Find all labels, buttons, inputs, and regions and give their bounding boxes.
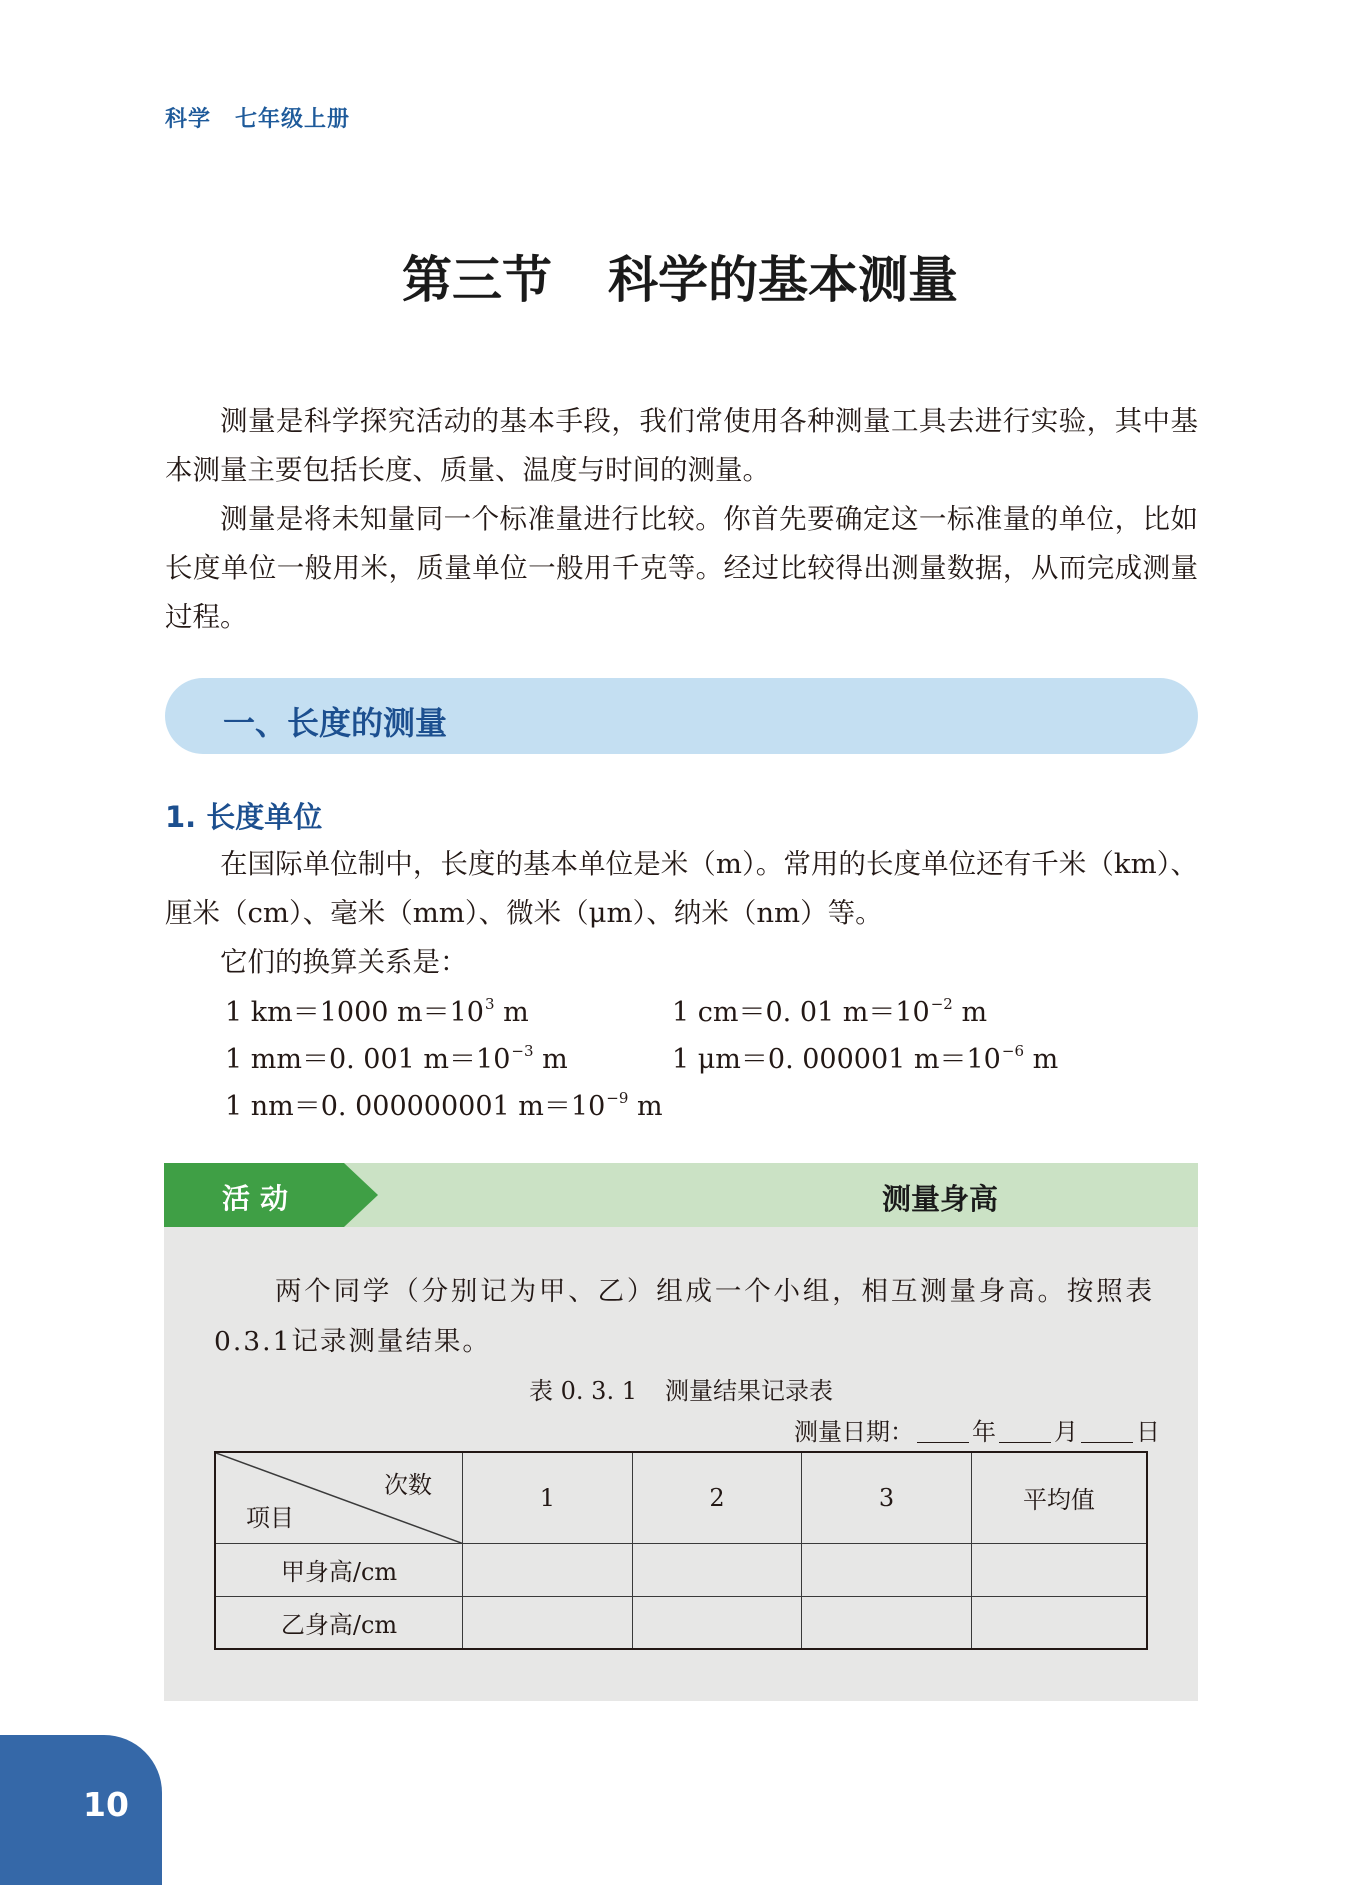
table-cell[interactable] xyxy=(463,1596,633,1649)
activity-tag xyxy=(164,1163,378,1227)
table-corner-cell xyxy=(215,1452,463,1543)
activity-tag-label: 活动 xyxy=(222,1182,299,1215)
formula-cm: 1 cm＝0. 01 $m=10^{-2}$ m xyxy=(672,995,988,1028)
day-blank xyxy=(1081,1423,1133,1443)
running-head-grade: 七年级上册 xyxy=(235,107,351,132)
section-heading: 一、长度的测量 xyxy=(223,704,448,742)
page-number: 10 xyxy=(83,1785,129,1824)
month-label: 月 xyxy=(1054,1418,1078,1446)
subsection-text xyxy=(165,840,1198,987)
table-cell[interactable] xyxy=(632,1596,802,1649)
corner-label-item: 项目 xyxy=(246,1503,294,1532)
row-label: 甲身高/cm xyxy=(215,1543,463,1596)
activity-header xyxy=(164,1163,1198,1227)
table-row xyxy=(215,1543,1147,1596)
formula-mm: 1 mm＝0. 001 $m=10^{-3}$ m xyxy=(225,1042,568,1075)
formula-km: 1 km＝1000 $m=10^3$ m xyxy=(225,995,529,1028)
intro-text xyxy=(165,397,1198,642)
intro-paragraph-2: 测量是将未知量同一个标准量进行比较。你首先要确定这一标准量的单位，比如长度单位一般用米，质量单位一般用千克等。经过比较得出测量数据，从而完成测量过程。 xyxy=(165,503,1198,633)
formula-nm: 1 nm＝0. 000000001 $m=10^{-9}$ m xyxy=(225,1089,663,1122)
table-number: 表 0. 3. 1 xyxy=(529,1377,637,1405)
year-blank xyxy=(917,1423,969,1443)
corner-label-count: 次数 xyxy=(384,1471,433,1499)
subsection-paragraph-1: 在国际单位制中，长度的基本单位是米（m）。常用的长度单位还有千米（km）、厘米（cm）、毫米（mm）、微米（μm）、纳米（nm）等。 xyxy=(165,848,1198,929)
measurement-date-line xyxy=(794,1412,1160,1447)
column-header: 2 xyxy=(632,1452,802,1543)
page-number-tab xyxy=(0,1735,162,1885)
subsection-heading: 1. 长度单位 xyxy=(165,800,323,834)
running-head-subject: 科学 xyxy=(165,107,212,132)
table-cell[interactable] xyxy=(802,1543,972,1596)
activity-paragraph: 两个同学（分别记为甲、乙）组成一个小组，相互测量身高。按照表0.3.1记录测量结果。 xyxy=(214,1276,1154,1357)
column-header: 1 xyxy=(463,1452,633,1543)
table-cell[interactable] xyxy=(632,1543,802,1596)
activity-title: 测量身高 xyxy=(882,1182,999,1216)
table-row xyxy=(215,1596,1147,1649)
intro-paragraph-1: 测量是科学探究活动的基本手段，我们常使用各种测量工具去进行实验，其中基本测量主要包括长度、质量、温度与时间的测量。 xyxy=(165,405,1198,486)
running-head xyxy=(165,102,374,133)
table-cell[interactable] xyxy=(463,1543,633,1596)
row-label: 乙身高/cm xyxy=(215,1596,463,1649)
measurement-record-table xyxy=(214,1451,1148,1650)
page-title xyxy=(0,240,1360,312)
table-cell[interactable] xyxy=(802,1596,972,1649)
column-header: 3 xyxy=(802,1452,972,1543)
formula-um: 1 μm＝0. 000001 $m=10^{-6}$ m xyxy=(672,1042,1059,1075)
table-header-row xyxy=(215,1452,1147,1543)
activity-box xyxy=(164,1163,1198,1701)
section-name: 科学的基本测量 xyxy=(608,251,958,309)
day-label: 日 xyxy=(1136,1418,1160,1446)
month-blank xyxy=(999,1423,1051,1443)
date-label: 测量日期： xyxy=(794,1418,914,1446)
section-heading-bar xyxy=(165,678,1198,754)
table-caption xyxy=(164,1371,1198,1406)
table-name: 测量结果记录表 xyxy=(664,1377,833,1405)
section-number: 第三节 xyxy=(402,251,552,309)
subsection-paragraph-2: 它们的换算关系是： xyxy=(220,946,468,978)
year-label: 年 xyxy=(972,1418,996,1446)
table-cell[interactable] xyxy=(971,1543,1147,1596)
column-header-average: 平均值 xyxy=(971,1452,1147,1543)
table-cell[interactable] xyxy=(971,1596,1147,1649)
activity-instructions xyxy=(214,1267,1154,1367)
